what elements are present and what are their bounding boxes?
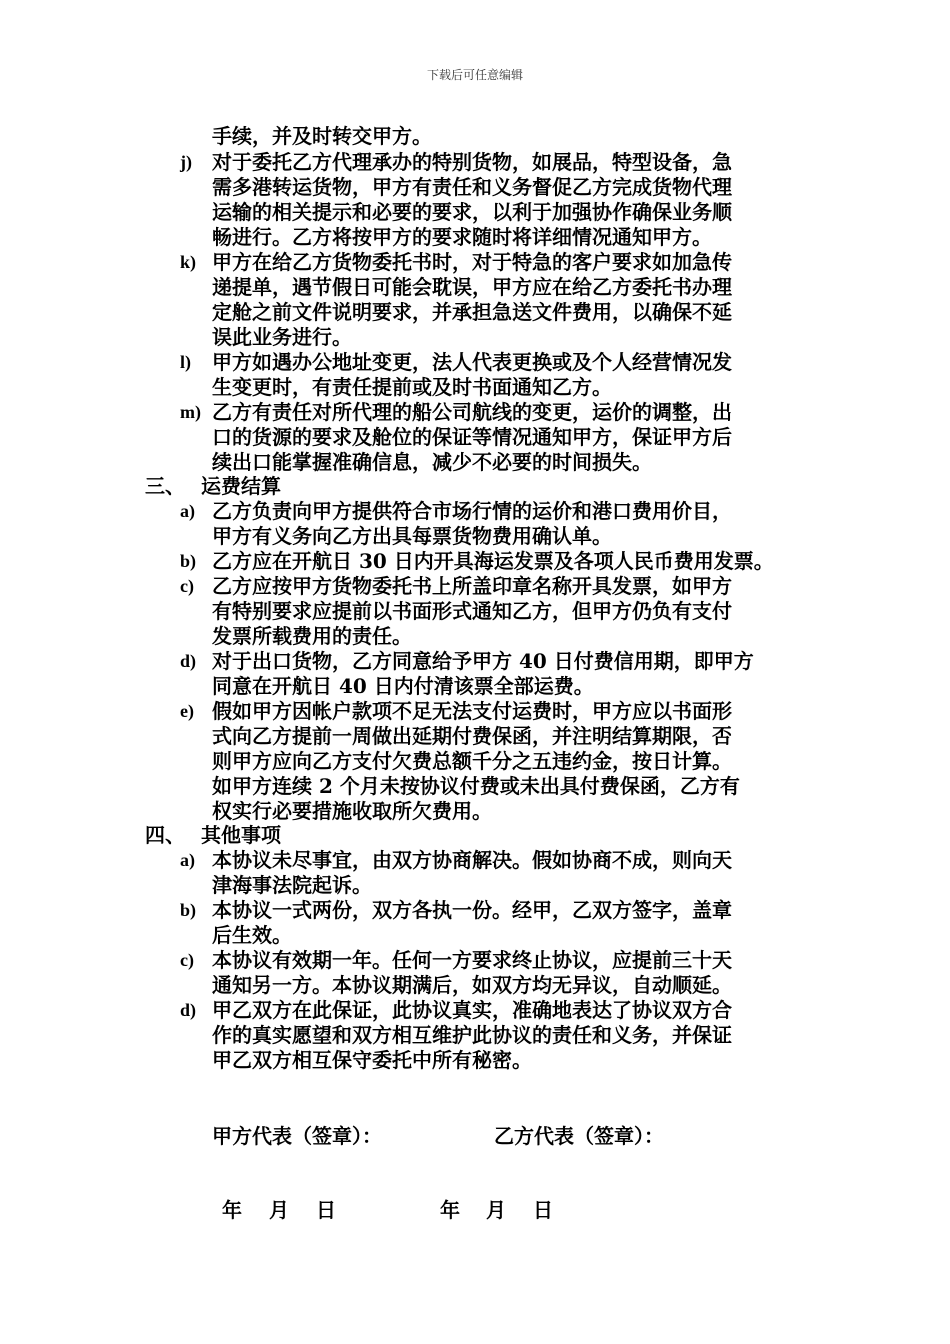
date-day: 日	[316, 1198, 336, 1222]
section-title: 其他事项	[201, 823, 281, 847]
text-line: 甲方如遇办公地址变更，法人代表更换或及个人经营情况发	[212, 350, 732, 374]
section-heading-3	[145, 474, 281, 499]
text-line: 后生效。	[212, 923, 292, 947]
text-line: 津海事法院起诉。	[212, 873, 372, 897]
date-year: 年	[440, 1198, 460, 1222]
item-text	[212, 400, 812, 475]
text-line: 本协议有效期一年。任何一方要求终止协议，应提前三十天	[212, 948, 732, 972]
text-line: 通知另一方。本协议期满后，如双方均无异议，自动顺延。	[212, 973, 732, 997]
text-line: 续出口能掌握准确信息，减少不必要的时间损失。	[212, 450, 652, 474]
item-label: c)	[180, 950, 194, 970]
text-line: 式向乙方提前一周做出延期付费保函，并注明结算期限，否	[212, 724, 732, 748]
party-a-signature-label: 甲方代表（签章）：	[212, 1124, 382, 1148]
item-text	[212, 250, 812, 350]
date-month: 月	[486, 1198, 506, 1222]
item-label: a)	[180, 850, 195, 870]
item-text	[212, 549, 812, 574]
item-label: k)	[180, 252, 197, 272]
item-text	[212, 948, 812, 998]
date-year: 年	[222, 1198, 242, 1222]
text-line: 假如甲方因帐户款项不足无法支付运费时，甲方应以书面形	[212, 699, 732, 723]
text-line: 误此业务进行。	[212, 325, 352, 349]
item-label: m)	[180, 402, 201, 422]
text-line: 递提单，遇节假日可能会耽误，甲方应在给乙方委托书办理	[212, 275, 732, 299]
text-line: 对于出口货物，乙方同意给予甲方 40 日付费信用期，即甲方	[212, 649, 754, 673]
text-line: 生变更时，有责任提前或及时书面通知乙方。	[212, 375, 612, 399]
item-label: c)	[180, 576, 194, 596]
party-b-signature-label: 乙方代表（签章）：	[494, 1124, 664, 1148]
text-line: 需多港转运货物，甲方有责任和义务督促乙方完成货物代理	[212, 175, 732, 199]
text-line: 乙方应在开航日 30 日内开具海运发票及各项人民币费用发票。	[212, 549, 774, 573]
item-text	[212, 998, 812, 1073]
item-text	[212, 574, 812, 649]
text-line: 则甲方应向乙方支付欠费总额千分之五违约金，按日计算。	[212, 749, 732, 773]
page-header: 下载后可任意编辑	[426, 68, 523, 82]
text-line: 运输的相关提示和必要的要求，以利于加强协作确保业务顺	[212, 200, 732, 224]
text-line: 本协议一式两份，双方各执一份。经甲，乙双方签字，盖章	[212, 898, 732, 922]
item-text	[212, 499, 812, 549]
text-line: 口的货源的要求及舱位的保证等情况通知甲方，保证甲方后	[212, 425, 732, 449]
text-line: 本协议未尽事宜，由双方协商解决。假如协商不成，则向天	[212, 848, 732, 872]
text-line: 同意在开航日 40 日内付清该票全部运费。	[212, 674, 594, 698]
item-label: d)	[180, 651, 197, 671]
text-line: 甲乙双方在此保证，此协议真实，准确地表达了协议双方合	[212, 998, 732, 1022]
item-text	[212, 898, 812, 948]
text-line: 甲乙双方相互保守委托中所有秘密。	[212, 1048, 532, 1072]
date-day: 日	[533, 1198, 553, 1222]
text-line: 乙方应按甲方货物委托书上所盖印章名称开具发票，如甲方	[212, 574, 732, 598]
text-line: 有特别要求应提前以书面形式通知乙方，但甲方仍负有支付	[212, 599, 732, 623]
date-month: 月	[269, 1198, 289, 1222]
item-text	[212, 848, 812, 898]
item-label: b)	[180, 551, 197, 571]
item-text	[212, 350, 812, 400]
text-line: 对于委托乙方代理承办的特别货物，如展品，特型设备，急	[212, 150, 732, 174]
item-text	[212, 649, 812, 699]
text-line: 定舱之前文件说明要求，并承担急送文件费用，以确保不延	[212, 300, 732, 324]
text-line: 甲方在给乙方货物委托书时，对于特急的客户要求如加急传	[212, 250, 732, 274]
text-line: 发票所载费用的责任。	[212, 624, 412, 648]
section-heading-4	[145, 823, 281, 848]
text-line: 甲方有义务向乙方出具每票货物费用确认单。	[212, 524, 612, 548]
item-text	[212, 699, 812, 824]
section-number: 三、	[145, 474, 185, 498]
item-label: b)	[180, 900, 197, 920]
section-title: 运费结算	[201, 474, 281, 498]
text-line: 乙方有责任对所代理的船公司航线的变更，运价的调整，出	[212, 400, 732, 424]
item-text	[212, 150, 812, 250]
text-line: 作的真实愿望和双方相互维护此协议的责任和义务，并保证	[212, 1023, 732, 1047]
item-label: j)	[180, 152, 192, 172]
item-label: e)	[180, 701, 194, 721]
continuation-line: 手续，并及时转交甲方。	[212, 124, 432, 148]
section-number: 四、	[145, 823, 185, 847]
text-line: 权实行必要措施收取所欠费用。	[212, 799, 492, 823]
item-label: l)	[180, 352, 191, 372]
text-line: 如甲方连续 2 个月未按协议付费或未出具付费保函，乙方有	[212, 774, 740, 798]
text-line: 畅进行。乙方将按甲方的要求随时将详细情况通知甲方。	[212, 225, 712, 249]
item-label: a)	[180, 501, 195, 521]
item-label: d)	[180, 1000, 197, 1020]
text-line: 乙方负责向甲方提供符合市场行情的运价和港口费用价目，	[212, 499, 732, 523]
